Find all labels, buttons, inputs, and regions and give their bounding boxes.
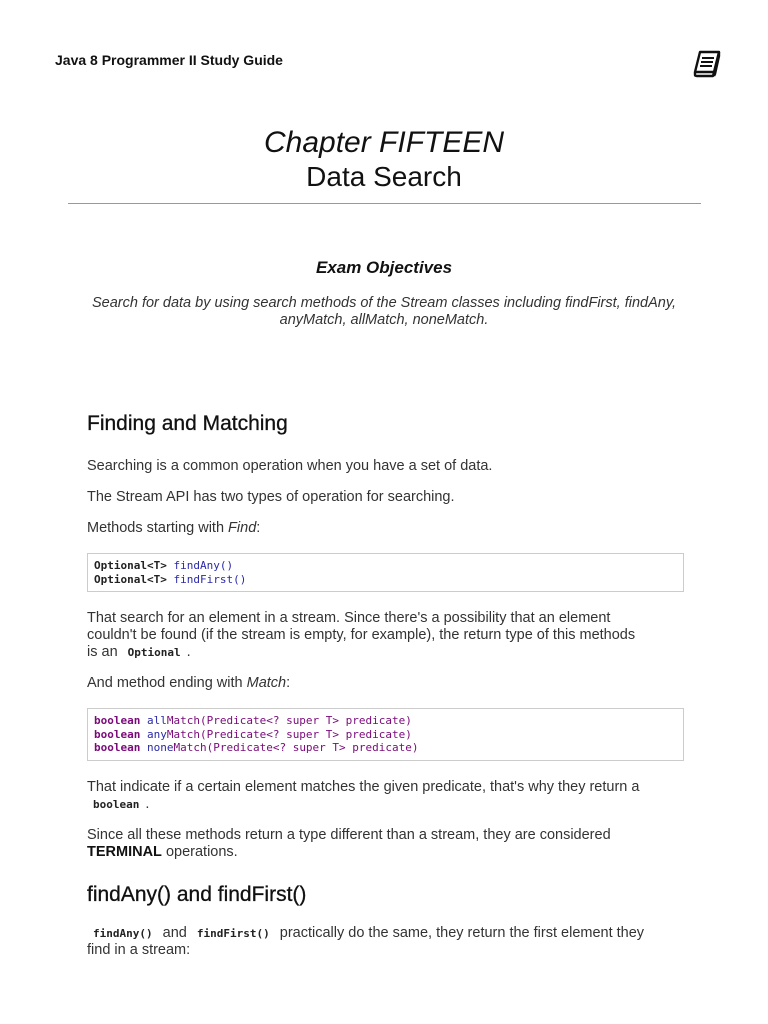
optional-line-2: couldn't be found (if the stream is empty, for example), the return type of this methods: [87, 627, 636, 643]
inline-code-boolean: boolean: [93, 797, 140, 811]
paragraph-terminal: [87, 827, 687, 861]
match-suffix: :: [286, 675, 291, 691]
code-type: Optional<T>: [94, 572, 167, 586]
code-method-rest: Match(Predicate<? super T> predicate): [166, 714, 412, 727]
paragraph-findany-findfirst: [87, 925, 687, 959]
terminal-line-1: Since all these methods return a type different than a stream, they are considered: [87, 826, 611, 843]
code-keyword: boolean: [94, 741, 141, 754]
find-prefix: Methods starting with: [87, 520, 229, 536]
code-line: [94, 741, 677, 755]
code-method-rest: Match(Predicate<? super T> predicate): [173, 741, 419, 754]
page-header-title: Java 8 Programmer II Study Guide: [55, 52, 283, 68]
optional-line-3-prefix: is an: [87, 644, 118, 660]
paragraph-optional: [87, 610, 687, 661]
inline-code-optional: Optional: [127, 646, 181, 659]
optional-suffix: .: [186, 644, 191, 660]
predicate-suffix: .: [145, 795, 150, 812]
inline-code-findfirst: findFirst(): [196, 926, 270, 940]
code-line: [94, 728, 677, 742]
inline-code-findany: findAny(): [93, 926, 153, 940]
code-block-find: [87, 553, 684, 592]
code-keyword: boolean: [94, 727, 141, 741]
code-block-match: [87, 708, 684, 761]
objectives-heading: Exam Objectives: [315, 258, 453, 277]
match-emphasis: Match: [246, 675, 287, 691]
section-heading-findany-findfirst: findAny() and findFirst(): [87, 882, 307, 906]
findany-text-line-2: find in a stream:: [87, 941, 191, 958]
code-method-prefix: none: [146, 741, 174, 754]
and-text: and: [162, 924, 187, 941]
chapter-title: Chapter FIFTEEN: [263, 126, 505, 159]
code-method-prefix: all: [146, 714, 167, 727]
terminal-bold: TERMINAL: [87, 843, 162, 860]
title-divider: [68, 203, 701, 204]
section-heading-finding-matching: Finding and Matching: [87, 412, 288, 435]
find-suffix: :: [256, 520, 261, 536]
code-line: [94, 559, 677, 573]
optional-line-1: That search for an element in a stream. Since there's a possibility that an element: [87, 610, 611, 626]
paragraph-match-methods: [87, 675, 687, 692]
chapter-subtitle: Data Search: [306, 161, 462, 192]
code-method: findAny(): [173, 559, 234, 572]
paragraph-stream-api: The Stream API has two types of operation for searching.: [87, 489, 455, 505]
code-method-prefix: any: [146, 727, 167, 741]
code-method: findFirst(): [173, 572, 247, 586]
paragraph-predicate: [87, 779, 687, 813]
objectives-text: [60, 295, 708, 329]
main-content: [87, 412, 687, 973]
book-icon: [692, 50, 722, 78]
code-type: Optional<T>: [94, 559, 167, 572]
code-method-rest: Match(Predicate<? super T> predicate): [166, 727, 412, 741]
objectives-line-2: anyMatch, allMatch, noneMatch.: [279, 312, 489, 328]
paragraph-searching: Searching is a common operation when you have a set of data.: [87, 458, 493, 474]
findany-text-line-1: practically do the same, they return the first element they: [279, 924, 645, 941]
code-line: [94, 714, 677, 728]
objectives-line-1: Search for data by using search methods of the Stream classes including findFirst, findAny,: [91, 295, 677, 311]
predicate-line-1: That indicate if a certain element matches the given predicate, that's why they return a: [87, 778, 640, 795]
code-line: [94, 573, 677, 587]
terminal-suffix: operations.: [161, 843, 238, 860]
paragraph-find-methods: [87, 520, 687, 537]
match-prefix: And method ending with: [87, 675, 247, 691]
find-emphasis: Find: [228, 520, 257, 536]
code-keyword: boolean: [94, 714, 141, 727]
